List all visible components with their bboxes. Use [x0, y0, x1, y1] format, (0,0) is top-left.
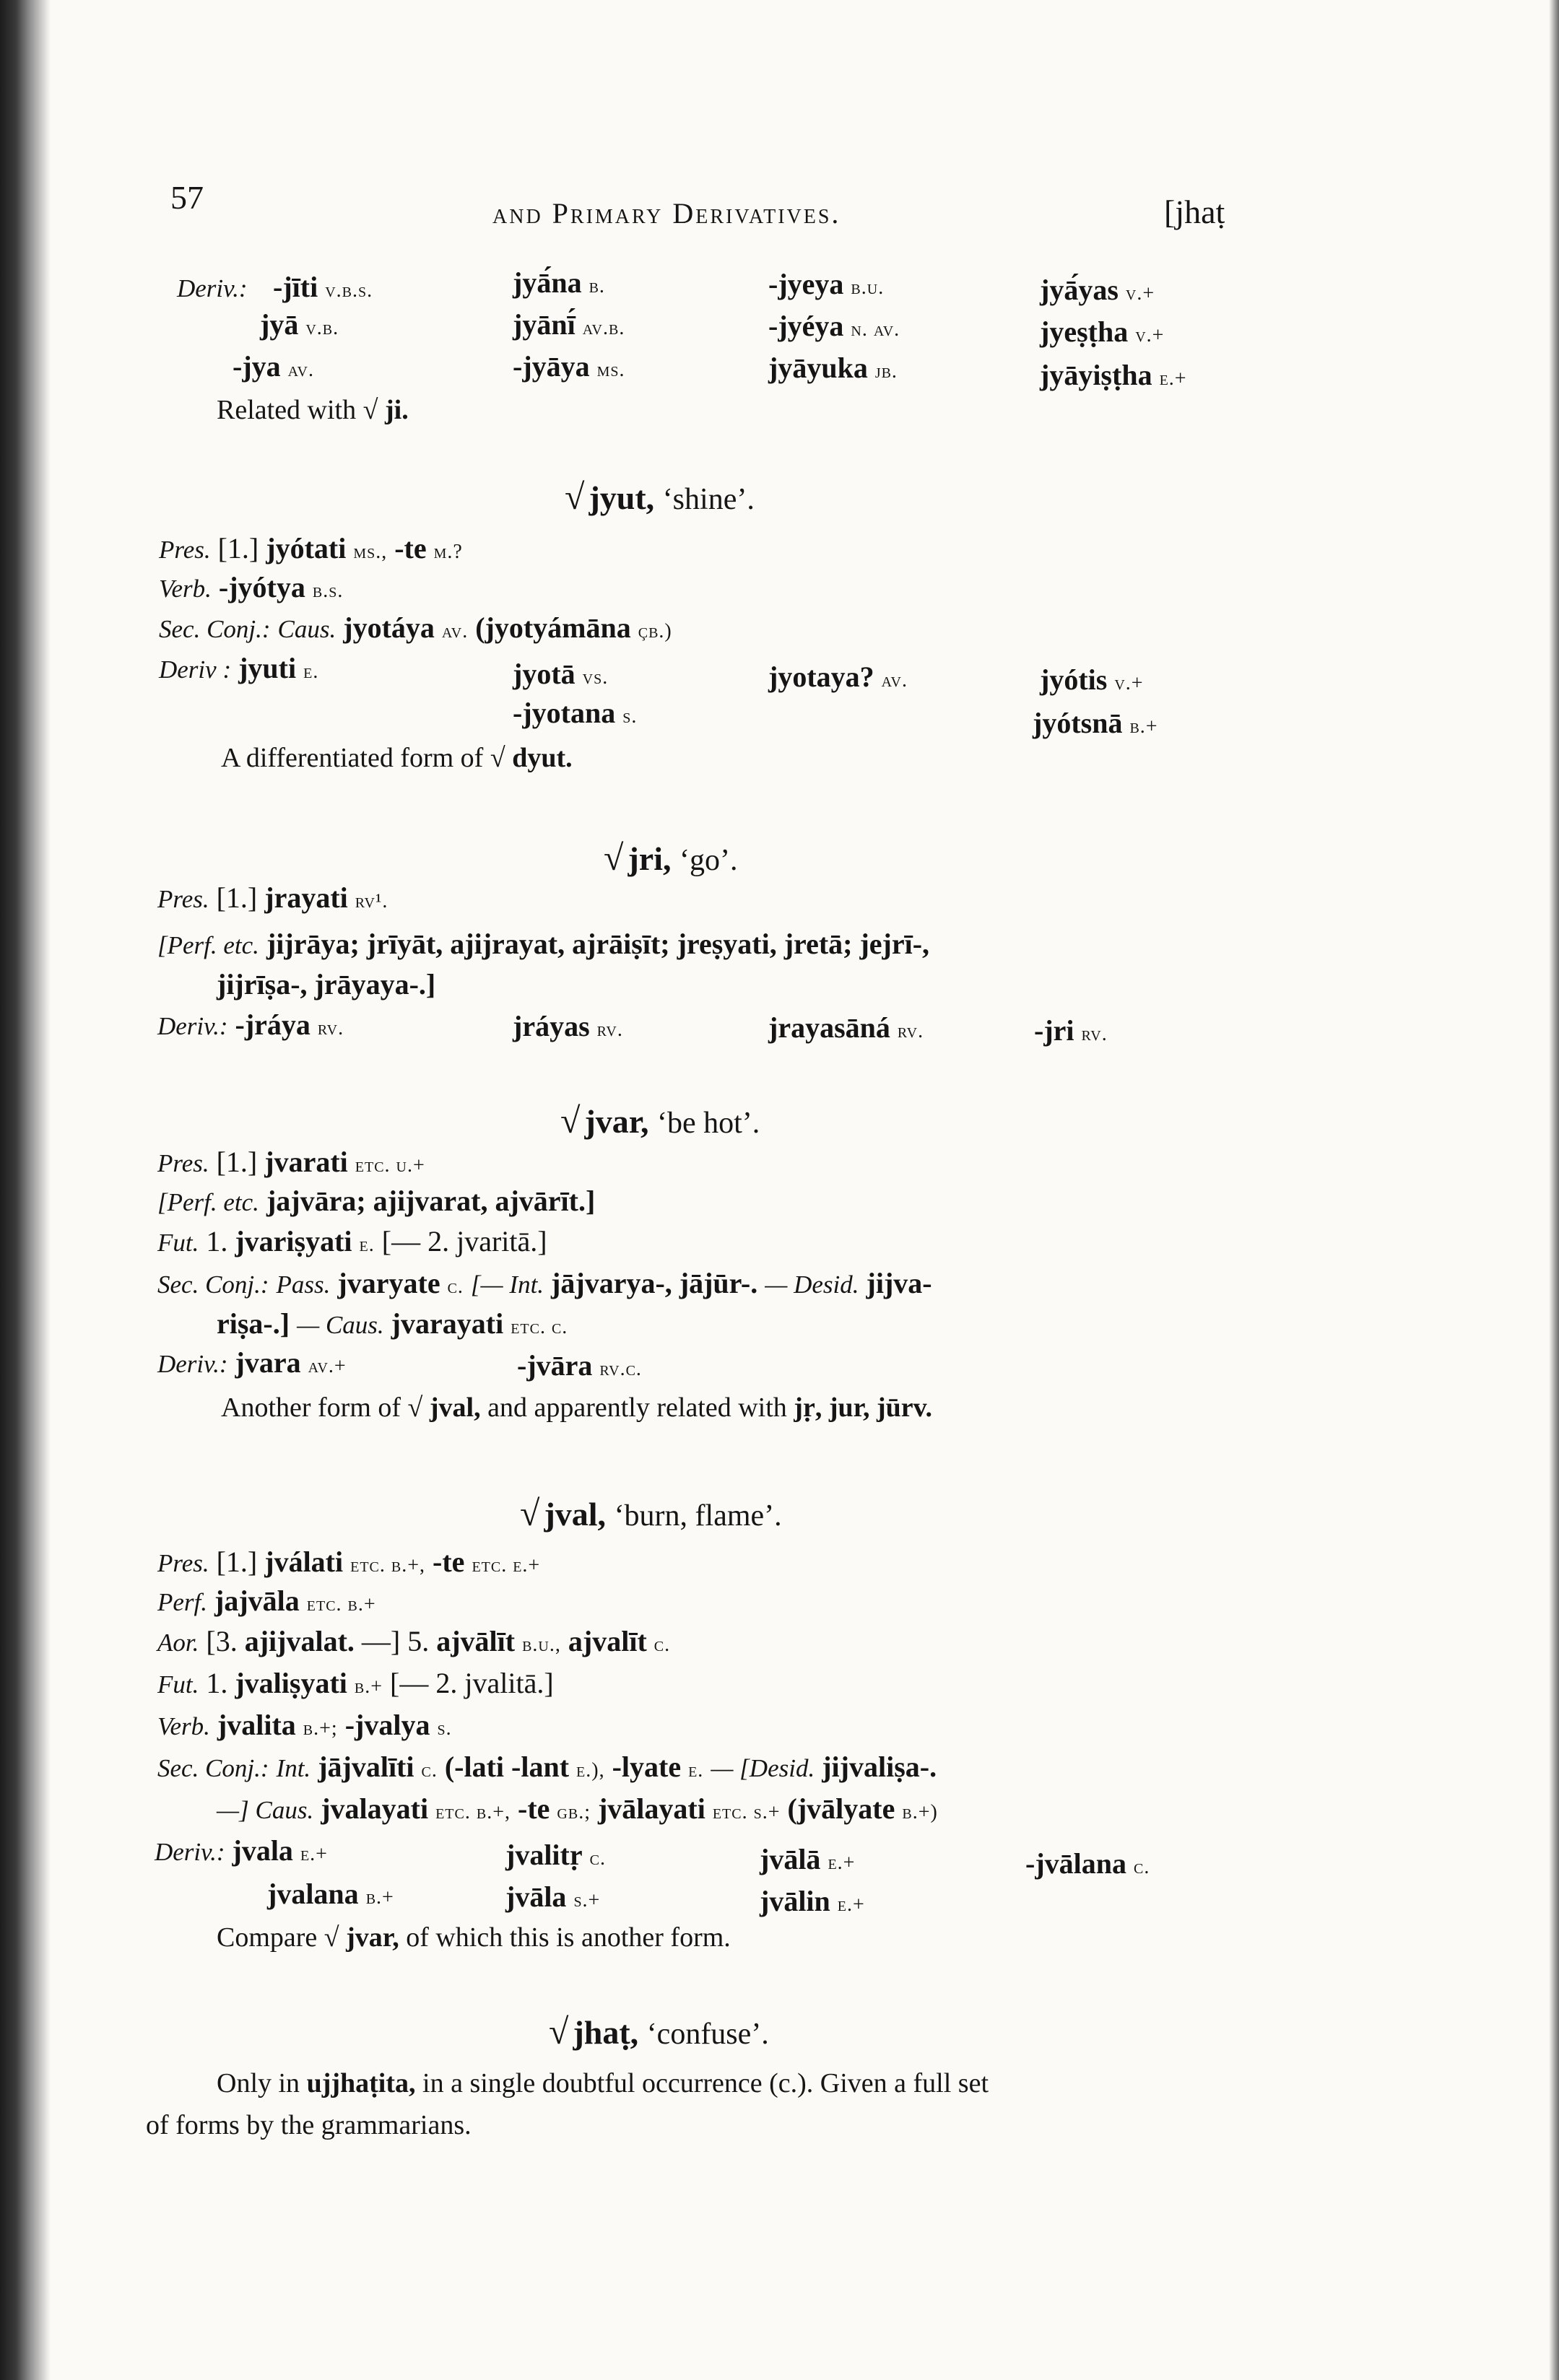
- jval-perfect: Perf. jajvāla etc. b.+: [157, 1585, 376, 1617]
- jri-perfect-line2: jijrīṣa-, jrāyaya-.]: [217, 968, 436, 1001]
- root-heading-jri: √ jri, ‘go’.: [604, 837, 738, 878]
- jya-deriv-c3-r3: jyāyuka jb.: [768, 352, 898, 384]
- jya-deriv-c4-r2: jyeṣṭha v.+: [1040, 315, 1165, 348]
- jvar-future: Fut. 1. jvariṣyati e. [— 2. jvaritā.]: [157, 1225, 547, 1257]
- jyut-secondary-conj: Sec. Conj.: Caus. jyotáya av. (jyotyámāna çb.): [159, 611, 672, 644]
- root-heading-jyut: √ jyut, ‘shine’.: [565, 476, 755, 517]
- jval-secondary-conj: Sec. Conj.: Int. jājvalīti c. (-lati -lant e.), -lyate e. — [Desid. jijvaliṣa-.: [157, 1751, 937, 1783]
- jvar-secondary-conj-cont: riṣa-.] — Caus. jvarayati etc. c.: [217, 1307, 568, 1340]
- jvar-note: Another form of √ jval, and apparently related with jṛ, jur, jūrv.: [221, 1392, 933, 1423]
- jyut-deriv-item: -jyotana s.: [513, 697, 638, 729]
- jval-deriv-item: jvalana b.+: [267, 1878, 394, 1910]
- jhat-note-line2: of forms by the grammarians.: [146, 2110, 472, 2140]
- jya-deriv-c4-r1: jyā́yas v.+: [1040, 274, 1155, 306]
- jyut-deriv-item: jyótsnā b.+: [1033, 707, 1158, 739]
- jval-deriv-item: jvāla s.+: [505, 1880, 601, 1913]
- jri-deriv-item: jráyas rv.: [513, 1010, 623, 1042]
- jyut-deriv-item: jyótis v.+: [1040, 663, 1144, 696]
- root-heading-jhat: √ jhaṭ, ‘confuse’.: [549, 2011, 769, 2052]
- jyut-deriv-item: jyotā vs.: [513, 658, 609, 690]
- root-sign-icon: √: [407, 1392, 423, 1423]
- jya-deriv-c2-r3: -jyāya ms.: [513, 350, 625, 383]
- jya-related-note: Related with √ ji.: [217, 395, 409, 425]
- jval-future: Fut. 1. jvaliṣyati b.+ [— 2. jvalitā.]: [157, 1667, 554, 1699]
- jya-deriv-label-row: Deriv.:: [177, 274, 248, 302]
- jval-deriv-item: jvalitṛ c.: [505, 1839, 606, 1871]
- root-sign-icon: √: [323, 1922, 339, 1953]
- jval-deriv-label: Deriv.: jvala e.+: [155, 1834, 328, 1867]
- jri-deriv-label: Deriv.: -jráya rv.: [157, 1008, 344, 1041]
- jvar-perfect: [Perf. etc. jajvāra; ajijvarat, ajvārīt.]: [157, 1185, 596, 1217]
- jya-deriv-c2-r2: jyānī́ av.b.: [513, 308, 625, 341]
- root-sign-icon: √: [520, 1493, 540, 1533]
- jya-deriv-c4-r3: jyāyiṣṭha e.+: [1040, 359, 1187, 391]
- jval-verbal: Verb. jvalita b.+; -jvalya s.: [157, 1709, 452, 1741]
- jval-deriv-item: jvālā e.+: [760, 1843, 856, 1875]
- jhat-note-line1: Only in ujjhaṭita, in a single doubtful occurrence (c.). Given a full set: [217, 2068, 989, 2098]
- jya-deriv-c1-r3: -jya av.: [233, 350, 314, 383]
- jval-secondary-conj-cont: —] Caus. jvalayati etc. b.+, -te gb.; jvālayati etc. s.+ (jvālyate b.+): [217, 1792, 938, 1825]
- jvar-present: Pres. [1.] jvarati etc. u.+: [157, 1146, 425, 1178]
- root-sign-icon: √: [362, 395, 378, 425]
- jri-perfect-line1: [Perf. etc. jijrāya; jrīyāt, ajijrayat, ajrāiṣīt; jreṣyati, jretā; jejrī-,: [157, 928, 930, 960]
- root-heading-jval: √ jval, ‘burn, flame’.: [520, 1493, 782, 1533]
- jya-deriv-c2-r1: jyā́na b.: [513, 266, 605, 299]
- jya-deriv-c1-r2: jyā v.b.: [260, 308, 339, 341]
- running-title: and Primary Derivatives.: [492, 197, 841, 230]
- root-sign-icon: √: [560, 1100, 581, 1141]
- root-sign-icon: √: [565, 476, 585, 517]
- catchword: [jhaṭ: [1164, 193, 1225, 230]
- jya-deriv-c3-r2: -jyéya n. av.: [768, 310, 900, 342]
- jyut-deriv-label: Deriv : jyuti e.: [159, 652, 319, 684]
- root-sign-icon: √: [490, 743, 505, 773]
- jyut-note: A differentiated form of √ dyut.: [221, 743, 573, 773]
- jval-deriv-item: -jvālana c.: [1025, 1847, 1150, 1880]
- jyut-verbal: Verb. -jyótya b.s.: [159, 571, 344, 603]
- jval-aorist: Aor. [3. ajijvalat. —] 5. ajvālīt b.u., ajvalīt c.: [157, 1625, 671, 1657]
- jri-deriv-item: -jri rv.: [1034, 1014, 1108, 1047]
- jvar-deriv-label: Deriv.: jvara av.+: [157, 1346, 347, 1379]
- jvar-secondary-conj: Sec. Conj.: Pass. jvaryate c. [— Int. jājvarya-, jājūr-. — Desid. jijva-: [157, 1267, 932, 1299]
- scan-binding-shadow: [0, 0, 51, 2380]
- jvar-deriv-item: -jvāra rv.c.: [517, 1349, 642, 1382]
- root-heading-jvar: √ jvar, ‘be hot’.: [560, 1100, 760, 1141]
- jya-deriv-c3-r1: -jyeya b.u.: [768, 268, 885, 300]
- jri-present: Pres. [1.] jrayati rv¹.: [157, 881, 388, 914]
- jval-note: Compare √ jvar, of which this is another form.: [217, 1922, 731, 1953]
- jval-deriv-item: jvālin e.+: [760, 1885, 865, 1917]
- root-sign-icon: √: [604, 837, 624, 878]
- jval-present: Pres. [1.] jválati etc. b.+, -te etc. e.+: [157, 1546, 541, 1578]
- jya-deriv-c1-r1: -jīti v.b.s.: [273, 271, 373, 303]
- page-number: 57: [170, 179, 204, 216]
- jyut-present: Pres. [1.] jyótati ms., -te m.?: [159, 532, 463, 565]
- jri-deriv-item: jrayasāná rv.: [768, 1011, 924, 1044]
- scan-right-edge: [1549, 0, 1559, 2380]
- jyut-deriv-item: jyotaya? av.: [768, 661, 908, 693]
- root-sign-icon: √: [549, 2011, 569, 2052]
